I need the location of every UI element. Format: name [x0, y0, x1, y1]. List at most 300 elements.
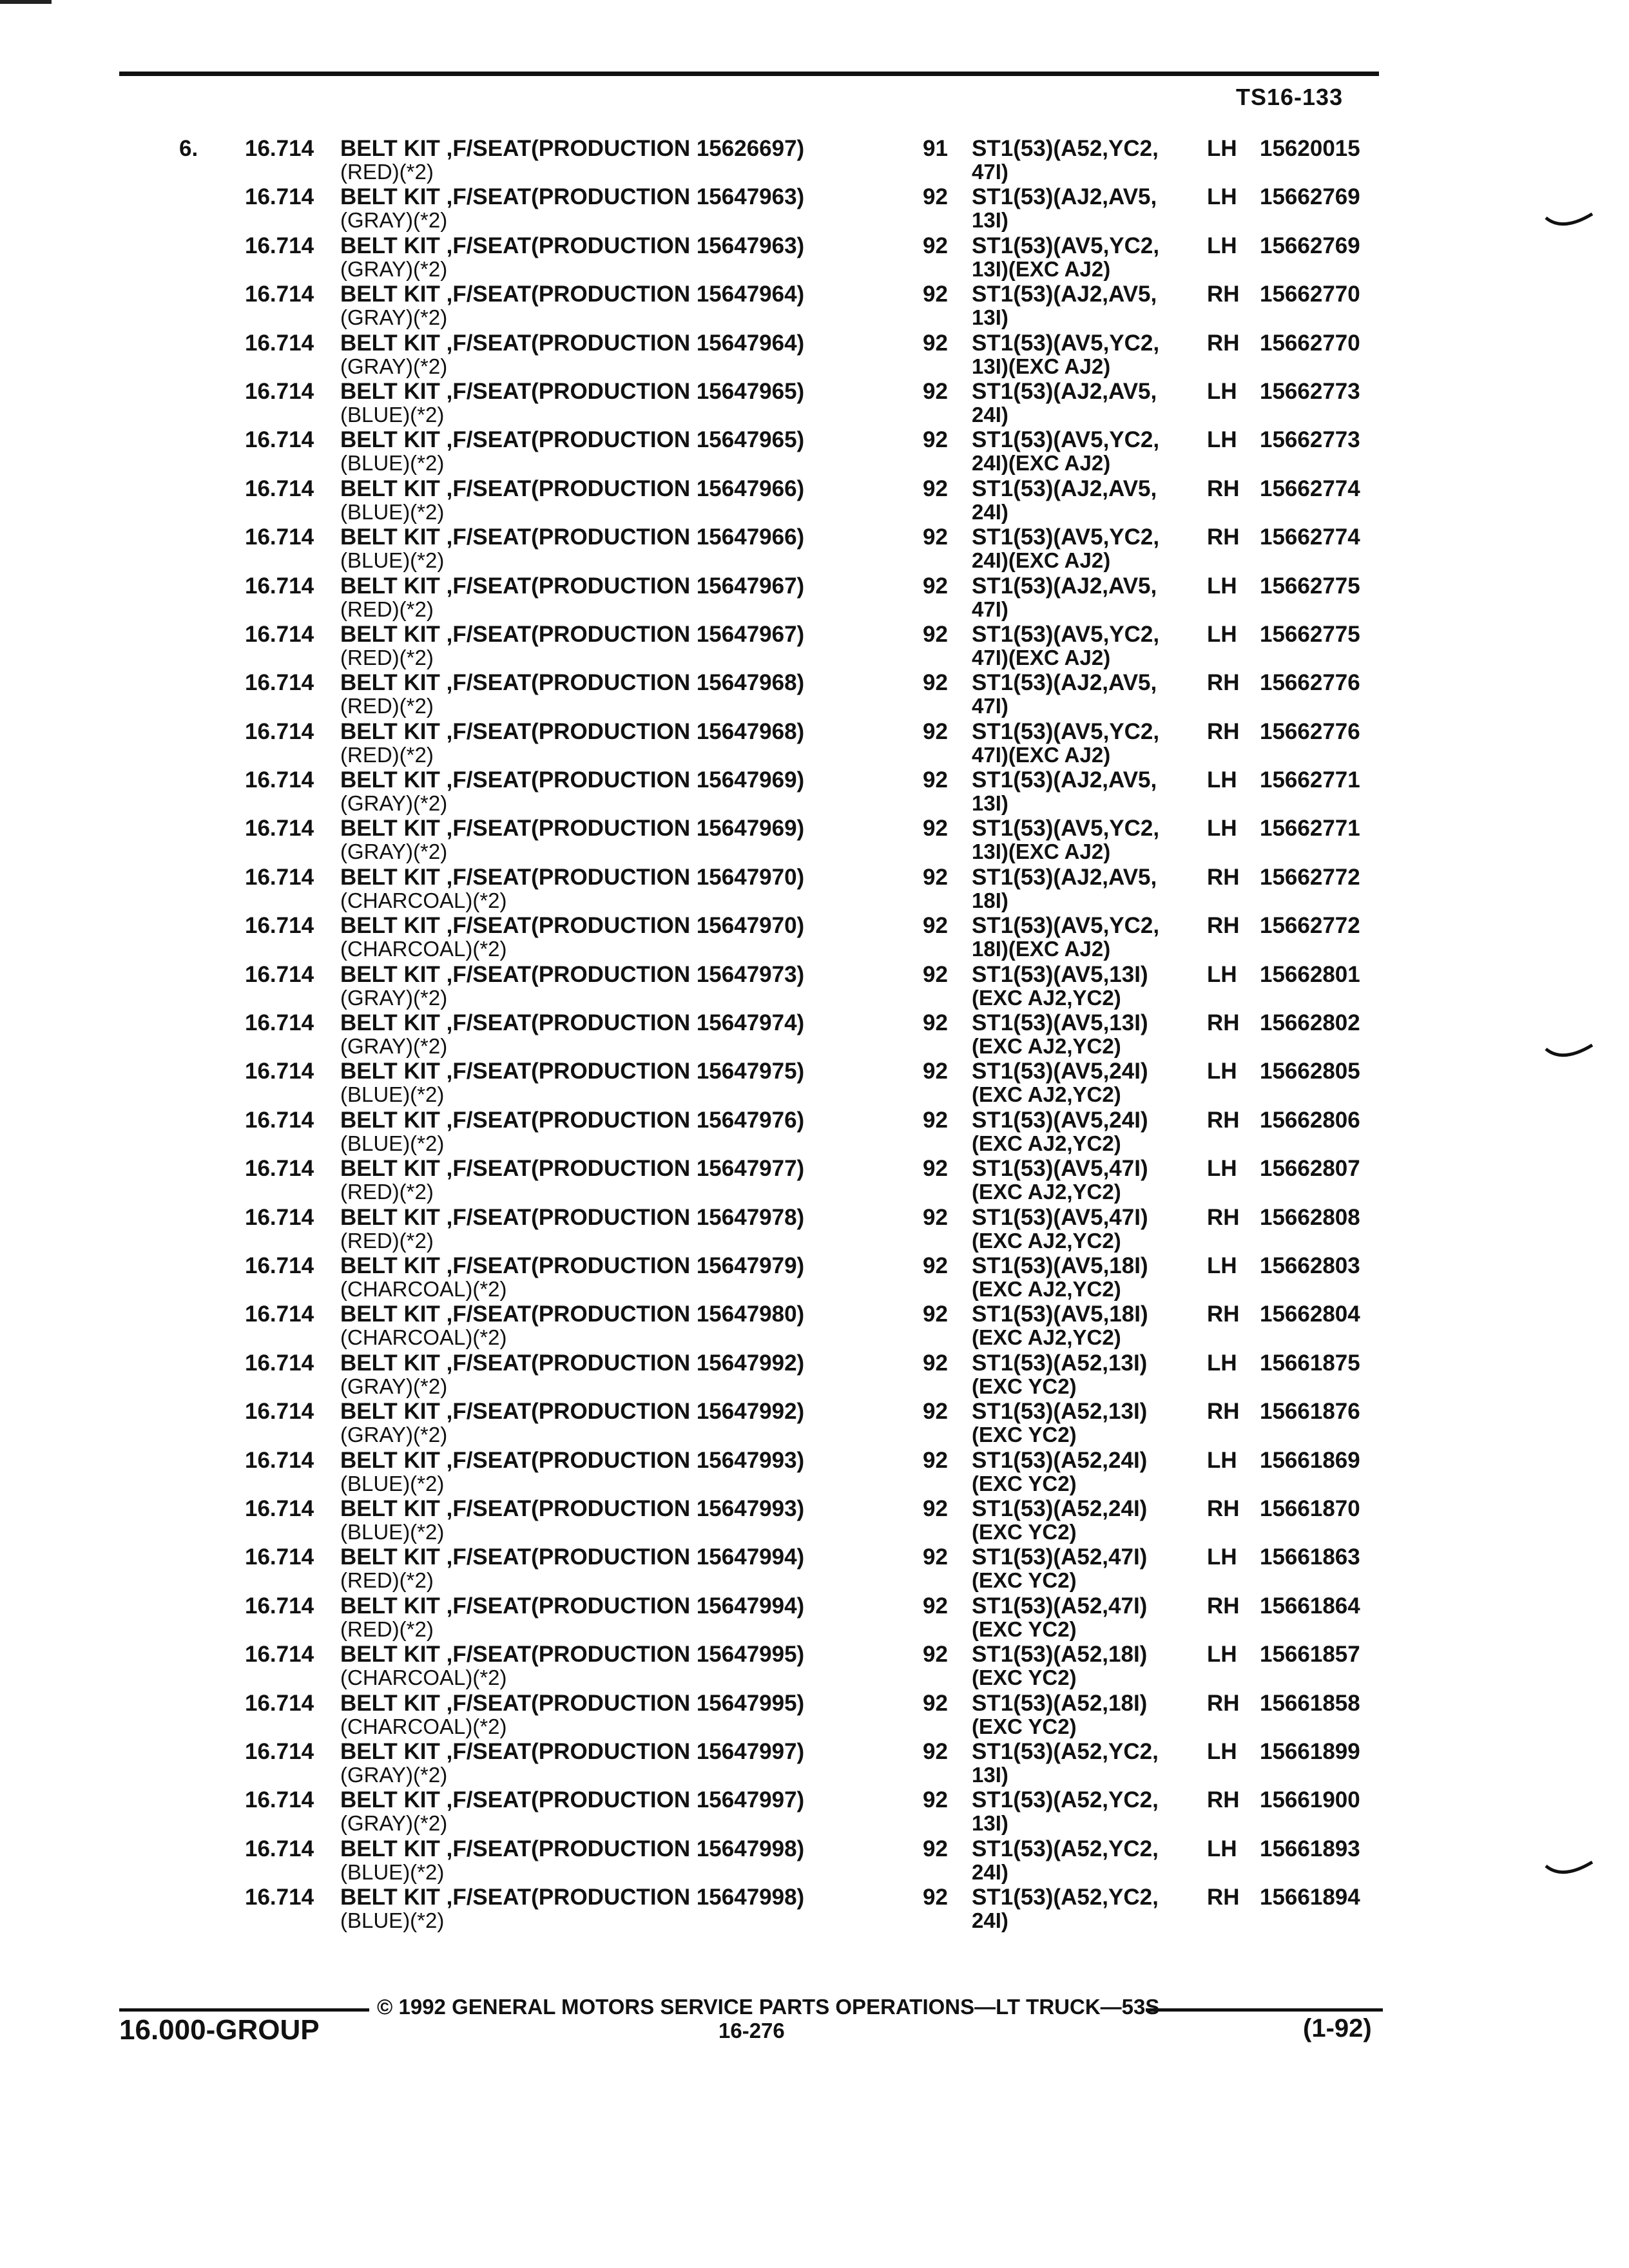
group-number: 16.714 — [245, 1156, 314, 1182]
part-description-detail: (GRAY)(*2) — [340, 840, 448, 864]
table-row — [0, 1691, 1629, 1739]
part-number: 15661900 — [1260, 1787, 1360, 1813]
side: RH — [1207, 1690, 1240, 1716]
side: LH — [1207, 573, 1237, 599]
part-number: 15662775 — [1260, 621, 1360, 647]
quantity: 92 — [923, 913, 948, 939]
table-row — [0, 767, 1629, 816]
side: RH — [1207, 1010, 1240, 1036]
application-detail: 18I)(EXC AJ2) — [972, 937, 1111, 961]
quantity: 92 — [923, 1059, 948, 1084]
application: ST1(53)(A52,13I) — [972, 1399, 1148, 1425]
side: RH — [1207, 282, 1240, 307]
application-detail: 13I)(EXC AJ2) — [972, 256, 1111, 281]
part-description: BELT KIT ,F/SEAT(PRODUCTION 15647992) — [340, 1350, 805, 1376]
part-description: BELT KIT ,F/SEAT(PRODUCTION 15647968) — [340, 670, 805, 696]
quantity: 92 — [923, 573, 948, 599]
part-description: BELT KIT ,F/SEAT(PRODUCTION 15647966) — [340, 476, 805, 501]
application: ST1(53)(AV5,18I) — [972, 1302, 1148, 1327]
part-description: BELT KIT ,F/SEAT(PRODUCTION 15647967) — [340, 621, 805, 647]
corner-mark — [0, 0, 52, 4]
part-number: 15661870 — [1260, 1495, 1360, 1521]
side: LH — [1207, 427, 1237, 453]
application-detail: 47I)(EXC AJ2) — [972, 645, 1111, 669]
part-description: BELT KIT ,F/SEAT(PRODUCTION 15647977) — [340, 1156, 805, 1182]
quantity: 92 — [923, 1204, 948, 1230]
check-mark-icon — [1543, 213, 1595, 238]
quantity: 92 — [923, 184, 948, 210]
side: RH — [1207, 1593, 1240, 1619]
table-row — [0, 1593, 1629, 1642]
group-number: 16.714 — [245, 427, 314, 453]
group-number: 16.714 — [245, 1302, 314, 1327]
table-row — [0, 282, 1629, 330]
side: RH — [1207, 1302, 1240, 1327]
application: ST1(53)(AV5,YC2, — [972, 816, 1160, 841]
table-row — [0, 1108, 1629, 1156]
part-number: 15662807 — [1260, 1156, 1360, 1182]
part-description-detail: (GRAY)(*2) — [340, 1762, 448, 1787]
quantity: 92 — [923, 1447, 948, 1473]
footer-rule-right — [1146, 2008, 1383, 2012]
quantity: 92 — [923, 1544, 948, 1570]
application: ST1(53)(AV5,YC2, — [972, 427, 1160, 453]
side: RH — [1207, 524, 1240, 550]
quantity: 92 — [923, 1302, 948, 1327]
table-row — [0, 913, 1629, 961]
application-detail: 24I) — [972, 499, 1008, 524]
side: RH — [1207, 913, 1240, 939]
part-description: BELT KIT ,F/SEAT(PRODUCTION 15647976) — [340, 1107, 805, 1133]
side: LH — [1207, 1350, 1237, 1376]
group-number: 16.714 — [245, 524, 314, 550]
check-mark-icon — [1543, 1044, 1595, 1070]
part-number: 15661857 — [1260, 1642, 1360, 1667]
table-row — [0, 379, 1629, 427]
part-description-detail: (GRAY)(*2) — [340, 256, 448, 281]
part-description: BELT KIT ,F/SEAT(PRODUCTION 15647966) — [340, 524, 805, 550]
part-description: BELT KIT ,F/SEAT(PRODUCTION 15647975) — [340, 1059, 805, 1084]
footer-date: (1-92) — [1303, 2014, 1372, 2042]
application-detail: (EXC YC2) — [972, 1423, 1077, 1447]
part-description-detail: (CHARCOAL)(*2) — [340, 1276, 507, 1301]
group-number: 16.714 — [245, 1010, 314, 1036]
application-detail: 24I)(EXC AJ2) — [972, 548, 1111, 573]
group-number: 16.714 — [245, 1885, 314, 1910]
table-row — [0, 1448, 1629, 1496]
quantity: 92 — [923, 524, 948, 550]
table-row — [0, 1205, 1629, 1253]
side: LH — [1207, 1836, 1237, 1861]
part-number: 15662808 — [1260, 1204, 1360, 1230]
part-description-detail: (RED)(*2) — [340, 597, 434, 621]
application: ST1(53)(AV5,47I) — [972, 1204, 1148, 1230]
table-row — [0, 184, 1629, 233]
table-row — [0, 1302, 1629, 1350]
part-description: BELT KIT ,F/SEAT(PRODUCTION 15647973) — [340, 961, 805, 987]
part-description: BELT KIT ,F/SEAT(PRODUCTION 15647993) — [340, 1447, 805, 1473]
side: LH — [1207, 961, 1237, 987]
side: RH — [1207, 1787, 1240, 1813]
table-row — [0, 1010, 1629, 1059]
table-row — [0, 1399, 1629, 1447]
application: ST1(53)(AV5,24I) — [972, 1107, 1148, 1133]
application-detail: (EXC YC2) — [972, 1666, 1077, 1690]
application: ST1(53)(A52,18I) — [972, 1690, 1148, 1716]
application: ST1(53)(AV5,YC2, — [972, 524, 1160, 550]
side: LH — [1207, 233, 1237, 258]
top-rule — [119, 72, 1379, 76]
application-detail: (EXC AJ2,YC2) — [972, 1082, 1121, 1107]
application: ST1(53)(AJ2,AV5, — [972, 573, 1157, 599]
part-number: 15662771 — [1260, 816, 1360, 841]
part-description-detail: (BLUE)(*2) — [340, 499, 445, 524]
side: RH — [1207, 330, 1240, 356]
side: LH — [1207, 378, 1237, 404]
table-row — [0, 524, 1629, 573]
group-number: 16.714 — [245, 767, 314, 793]
application-detail: (EXC YC2) — [972, 1471, 1077, 1495]
table-row — [0, 331, 1629, 379]
application: ST1(53)(AV5,13I) — [972, 1010, 1148, 1036]
quantity: 92 — [923, 670, 948, 696]
part-description-detail: (CHARCOAL)(*2) — [340, 1325, 507, 1350]
application-detail: 13I)(EXC AJ2) — [972, 354, 1111, 378]
side: RH — [1207, 1495, 1240, 1521]
part-description-detail: (RED)(*2) — [340, 1228, 434, 1253]
part-description-detail: (GRAY)(*2) — [340, 1374, 448, 1398]
quantity: 92 — [923, 1495, 948, 1521]
application: ST1(53)(AJ2,AV5, — [972, 864, 1157, 890]
side: RH — [1207, 1107, 1240, 1133]
application: ST1(53)(AV5,24I) — [972, 1059, 1148, 1084]
side: RH — [1207, 476, 1240, 501]
side: RH — [1207, 864, 1240, 890]
group-number: 16.714 — [245, 1738, 314, 1764]
application: ST1(53)(A52,YC2, — [972, 1885, 1159, 1910]
quantity: 92 — [923, 1787, 948, 1813]
application: ST1(53)(A52,YC2, — [972, 136, 1159, 161]
part-number: 15661858 — [1260, 1690, 1360, 1716]
group-number: 16.714 — [245, 1107, 314, 1133]
group-number: 16.714 — [245, 1447, 314, 1473]
application: ST1(53)(A52,YC2, — [972, 1836, 1159, 1861]
part-number: 15661875 — [1260, 1350, 1360, 1376]
part-description-detail: (CHARCOAL)(*2) — [340, 1714, 507, 1738]
table-row — [0, 1642, 1629, 1690]
table-row — [0, 816, 1629, 864]
application: ST1(53)(A52,47I) — [972, 1593, 1148, 1619]
group-number: 16.714 — [245, 1204, 314, 1230]
footer-group-label: 16.000-GROUP — [119, 2014, 320, 2046]
part-number: 15661864 — [1260, 1593, 1360, 1619]
application: ST1(53)(A52,18I) — [972, 1642, 1148, 1667]
part-number: 15662776 — [1260, 670, 1360, 696]
part-description-detail: (BLUE)(*2) — [340, 1908, 445, 1933]
application: ST1(53)(AV5,13I) — [972, 961, 1148, 987]
part-description-detail: (GRAY)(*2) — [340, 354, 448, 378]
application: ST1(53)(A52,24I) — [972, 1495, 1148, 1521]
part-description-detail: (CHARCOAL)(*2) — [340, 1666, 507, 1690]
part-description-detail: (BLUE)(*2) — [340, 1860, 445, 1884]
quantity: 92 — [923, 1399, 948, 1425]
part-description-detail: (GRAY)(*2) — [340, 208, 448, 233]
group-number: 16.714 — [245, 1350, 314, 1376]
part-number: 15662769 — [1260, 184, 1360, 210]
application-detail: (EXC YC2) — [972, 1374, 1077, 1398]
part-number: 15661869 — [1260, 1447, 1360, 1473]
quantity: 92 — [923, 1642, 948, 1667]
part-description: BELT KIT ,F/SEAT(PRODUCTION 15647993) — [340, 1495, 805, 1521]
doc-code: TS16-133 — [1236, 84, 1344, 110]
part-description: BELT KIT ,F/SEAT(PRODUCTION 15647998) — [340, 1836, 805, 1861]
side: LH — [1207, 621, 1237, 647]
application-detail: 47I) — [972, 694, 1008, 718]
part-number: 15661876 — [1260, 1399, 1360, 1425]
part-description: BELT KIT ,F/SEAT(PRODUCTION 15647965) — [340, 427, 805, 453]
side: LH — [1207, 1156, 1237, 1182]
part-number: 15661893 — [1260, 1836, 1360, 1861]
quantity: 92 — [923, 961, 948, 987]
quantity: 92 — [923, 1836, 948, 1861]
table-row — [0, 136, 1629, 184]
part-number: 15662773 — [1260, 427, 1360, 453]
page-number: 16-276 — [718, 2019, 785, 2042]
application: ST1(53)(A52,YC2, — [972, 1738, 1159, 1764]
part-description: BELT KIT ,F/SEAT(PRODUCTION 15647964) — [340, 330, 805, 356]
part-number: 15662806 — [1260, 1107, 1360, 1133]
part-description: BELT KIT ,F/SEAT(PRODUCTION 15647969) — [340, 816, 805, 841]
part-number: 15662773 — [1260, 378, 1360, 404]
part-description-detail: (BLUE)(*2) — [340, 548, 445, 573]
application-detail: (EXC AJ2,YC2) — [972, 1034, 1121, 1059]
quantity: 92 — [923, 233, 948, 258]
part-description-detail: (RED)(*2) — [340, 160, 434, 184]
quantity: 92 — [923, 767, 948, 793]
application: ST1(53)(AV5,YC2, — [972, 913, 1160, 939]
part-description-detail: (GRAY)(*2) — [340, 1811, 448, 1836]
part-number: 15662772 — [1260, 913, 1360, 939]
part-description: BELT KIT ,F/SEAT(PRODUCTION 15647964) — [340, 282, 805, 307]
side: RH — [1207, 718, 1240, 744]
table-row — [0, 573, 1629, 622]
part-description: BELT KIT ,F/SEAT(PRODUCTION 15647980) — [340, 1302, 805, 1327]
part-description: BELT KIT ,F/SEAT(PRODUCTION 15647995) — [340, 1690, 805, 1716]
application: ST1(53)(AV5,18I) — [972, 1253, 1148, 1278]
part-description: BELT KIT ,F/SEAT(PRODUCTION 15647994) — [340, 1593, 805, 1619]
part-description-detail: (BLUE)(*2) — [340, 1131, 445, 1155]
quantity: 92 — [923, 1253, 948, 1278]
application-detail: 47I) — [972, 597, 1008, 621]
part-description: BELT KIT ,F/SEAT(PRODUCTION 15647963) — [340, 233, 805, 258]
part-description-detail: (CHARCOAL)(*2) — [340, 888, 507, 912]
group-number: 16.714 — [245, 864, 314, 890]
side: RH — [1207, 1204, 1240, 1230]
part-number: 15662774 — [1260, 524, 1360, 550]
part-description-detail: (BLUE)(*2) — [340, 1471, 445, 1495]
side: LH — [1207, 1059, 1237, 1084]
footer-rule-left — [119, 2008, 369, 2012]
part-number: 15662802 — [1260, 1010, 1360, 1036]
application-detail: (EXC YC2) — [972, 1714, 1077, 1738]
quantity: 92 — [923, 1690, 948, 1716]
side: LH — [1207, 1642, 1237, 1667]
part-description: BELT KIT ,F/SEAT(PRODUCTION 15647970) — [340, 913, 805, 939]
group-number: 16.714 — [245, 1253, 314, 1278]
side: RH — [1207, 670, 1240, 696]
side: LH — [1207, 816, 1237, 841]
application: ST1(53)(AV5,YC2, — [972, 233, 1160, 258]
group-number: 16.714 — [245, 282, 314, 307]
part-description: BELT KIT ,F/SEAT(PRODUCTION 15647978) — [340, 1204, 805, 1230]
part-number: 15662770 — [1260, 282, 1360, 307]
group-number: 16.714 — [245, 1593, 314, 1619]
application: ST1(53)(AJ2,AV5, — [972, 184, 1157, 210]
application: ST1(53)(AV5,47I) — [972, 1156, 1148, 1182]
table-row — [0, 1787, 1629, 1836]
part-number: 15662804 — [1260, 1302, 1360, 1327]
application: ST1(53)(A52,13I) — [972, 1350, 1148, 1376]
group-number: 16.714 — [245, 816, 314, 841]
table-row — [0, 1059, 1629, 1107]
part-number: 15661899 — [1260, 1738, 1360, 1764]
part-number: 15662770 — [1260, 330, 1360, 356]
table-row — [0, 1836, 1629, 1885]
part-number: 15662775 — [1260, 573, 1360, 599]
part-description-detail: (RED)(*2) — [340, 1568, 434, 1593]
group-number: 16.714 — [245, 1690, 314, 1716]
footer-copyright: © 1992 GENERAL MOTORS SERVICE PARTS OPERATIONS—LT TRUCK—53S — [377, 1995, 1160, 2019]
quantity: 92 — [923, 1593, 948, 1619]
part-description-detail: (RED)(*2) — [340, 694, 434, 718]
quantity: 92 — [923, 816, 948, 841]
table-row — [0, 622, 1629, 670]
application-detail: (EXC YC2) — [972, 1519, 1077, 1544]
group-number: 16.714 — [245, 621, 314, 647]
application-detail: 24I) — [972, 1908, 1008, 1933]
table-row — [0, 1739, 1629, 1787]
application-detail: 24I) — [972, 1860, 1008, 1884]
part-description: BELT KIT ,F/SEAT(PRODUCTION 15647970) — [340, 864, 805, 890]
quantity: 92 — [923, 621, 948, 647]
table-row — [0, 1156, 1629, 1204]
check-mark-icon — [1543, 1861, 1595, 1887]
parts-list — [0, 136, 1629, 1933]
part-description: BELT KIT ,F/SEAT(PRODUCTION 15647967) — [340, 573, 805, 599]
group-number: 16.714 — [245, 1399, 314, 1425]
part-description-detail: (GRAY)(*2) — [340, 985, 448, 1010]
application-detail: 13I) — [972, 1762, 1008, 1787]
group-number: 16.714 — [245, 476, 314, 501]
application: ST1(53)(A52,24I) — [972, 1447, 1148, 1473]
part-description: BELT KIT ,F/SEAT(PRODUCTION 15647974) — [340, 1010, 805, 1036]
quantity: 92 — [923, 476, 948, 501]
application: ST1(53)(AJ2,AV5, — [972, 670, 1157, 696]
table-row — [0, 865, 1629, 913]
quantity: 92 — [923, 282, 948, 307]
quantity: 92 — [923, 378, 948, 404]
application: ST1(53)(AV5,YC2, — [972, 330, 1160, 356]
part-description: BELT KIT ,F/SEAT(PRODUCTION 15647965) — [340, 378, 805, 404]
side: LH — [1207, 1253, 1237, 1278]
application-detail: (EXC AJ2,YC2) — [972, 1325, 1121, 1350]
part-description-detail: (CHARCOAL)(*2) — [340, 937, 507, 961]
part-description: BELT KIT ,F/SEAT(PRODUCTION 15647994) — [340, 1544, 805, 1570]
part-description: BELT KIT ,F/SEAT(PRODUCTION 15647997) — [340, 1738, 805, 1764]
side: LH — [1207, 1447, 1237, 1473]
application-detail: 24I) — [972, 402, 1008, 427]
table-row — [0, 962, 1629, 1010]
table-row — [0, 427, 1629, 476]
application-detail: 13I) — [972, 305, 1008, 330]
part-description-detail: (BLUE)(*2) — [340, 451, 445, 476]
application-detail: 13I) — [972, 208, 1008, 233]
part-description: BELT KIT ,F/SEAT(PRODUCTION 15647968) — [340, 718, 805, 744]
group-number: 16.714 — [245, 961, 314, 987]
side: RH — [1207, 1885, 1240, 1910]
application: ST1(53)(AV5,YC2, — [972, 718, 1160, 744]
application-detail: 13I)(EXC AJ2) — [972, 840, 1111, 864]
group-number: 16.714 — [245, 573, 314, 599]
quantity: 92 — [923, 1738, 948, 1764]
application-detail: 13I) — [972, 1811, 1008, 1836]
application: ST1(53)(AJ2,AV5, — [972, 476, 1157, 501]
part-number: 15662774 — [1260, 476, 1360, 501]
table-row — [0, 1544, 1629, 1593]
application: ST1(53)(A52,YC2, — [972, 1787, 1159, 1813]
group-number: 16.714 — [245, 233, 314, 258]
table-row — [0, 719, 1629, 767]
part-description: BELT KIT ,F/SEAT(PRODUCTION 15647998) — [340, 1885, 805, 1910]
part-number: 15662803 — [1260, 1253, 1360, 1278]
part-description-detail: (RED)(*2) — [340, 645, 434, 669]
group-number: 16.714 — [245, 1495, 314, 1521]
application-detail: 18I) — [972, 888, 1008, 912]
table-row — [0, 1496, 1629, 1544]
quantity: 92 — [923, 1885, 948, 1910]
quantity: 92 — [923, 1350, 948, 1376]
part-description: BELT KIT ,F/SEAT(PRODUCTION 15647963) — [340, 184, 805, 210]
part-number: 15662801 — [1260, 961, 1360, 987]
group-number: 16.714 — [245, 1787, 314, 1813]
application: ST1(53)(AV5,YC2, — [972, 621, 1160, 647]
part-number: 15662772 — [1260, 864, 1360, 890]
group-number: 16.714 — [245, 1836, 314, 1861]
part-description: BELT KIT ,F/SEAT(PRODUCTION 15647997) — [340, 1787, 805, 1813]
table-row — [0, 1885, 1629, 1933]
application: ST1(53)(AJ2,AV5, — [972, 282, 1157, 307]
application-detail: (EXC YC2) — [972, 1617, 1077, 1641]
part-number: 15661863 — [1260, 1544, 1360, 1570]
application-detail: (EXC YC2) — [972, 1568, 1077, 1593]
application: ST1(53)(AJ2,AV5, — [972, 378, 1157, 404]
side: LH — [1207, 136, 1237, 161]
part-description-detail: (GRAY)(*2) — [340, 791, 448, 816]
quantity: 92 — [923, 1010, 948, 1036]
group-number: 16.714 — [245, 718, 314, 744]
part-description-detail: (BLUE)(*2) — [340, 402, 445, 427]
part-description: BELT KIT ,F/SEAT(PRODUCTION 15647979) — [340, 1253, 805, 1278]
quantity: 92 — [923, 718, 948, 744]
group-number: 16.714 — [245, 670, 314, 696]
quantity: 91 — [923, 136, 948, 161]
application-detail: (EXC AJ2,YC2) — [972, 1228, 1121, 1253]
group-number: 16.714 — [245, 1544, 314, 1570]
part-description: BELT KIT ,F/SEAT(PRODUCTION 15647969) — [340, 767, 805, 793]
application: ST1(53)(A52,47I) — [972, 1544, 1148, 1570]
side: RH — [1207, 1399, 1240, 1425]
table-row — [0, 1350, 1629, 1399]
